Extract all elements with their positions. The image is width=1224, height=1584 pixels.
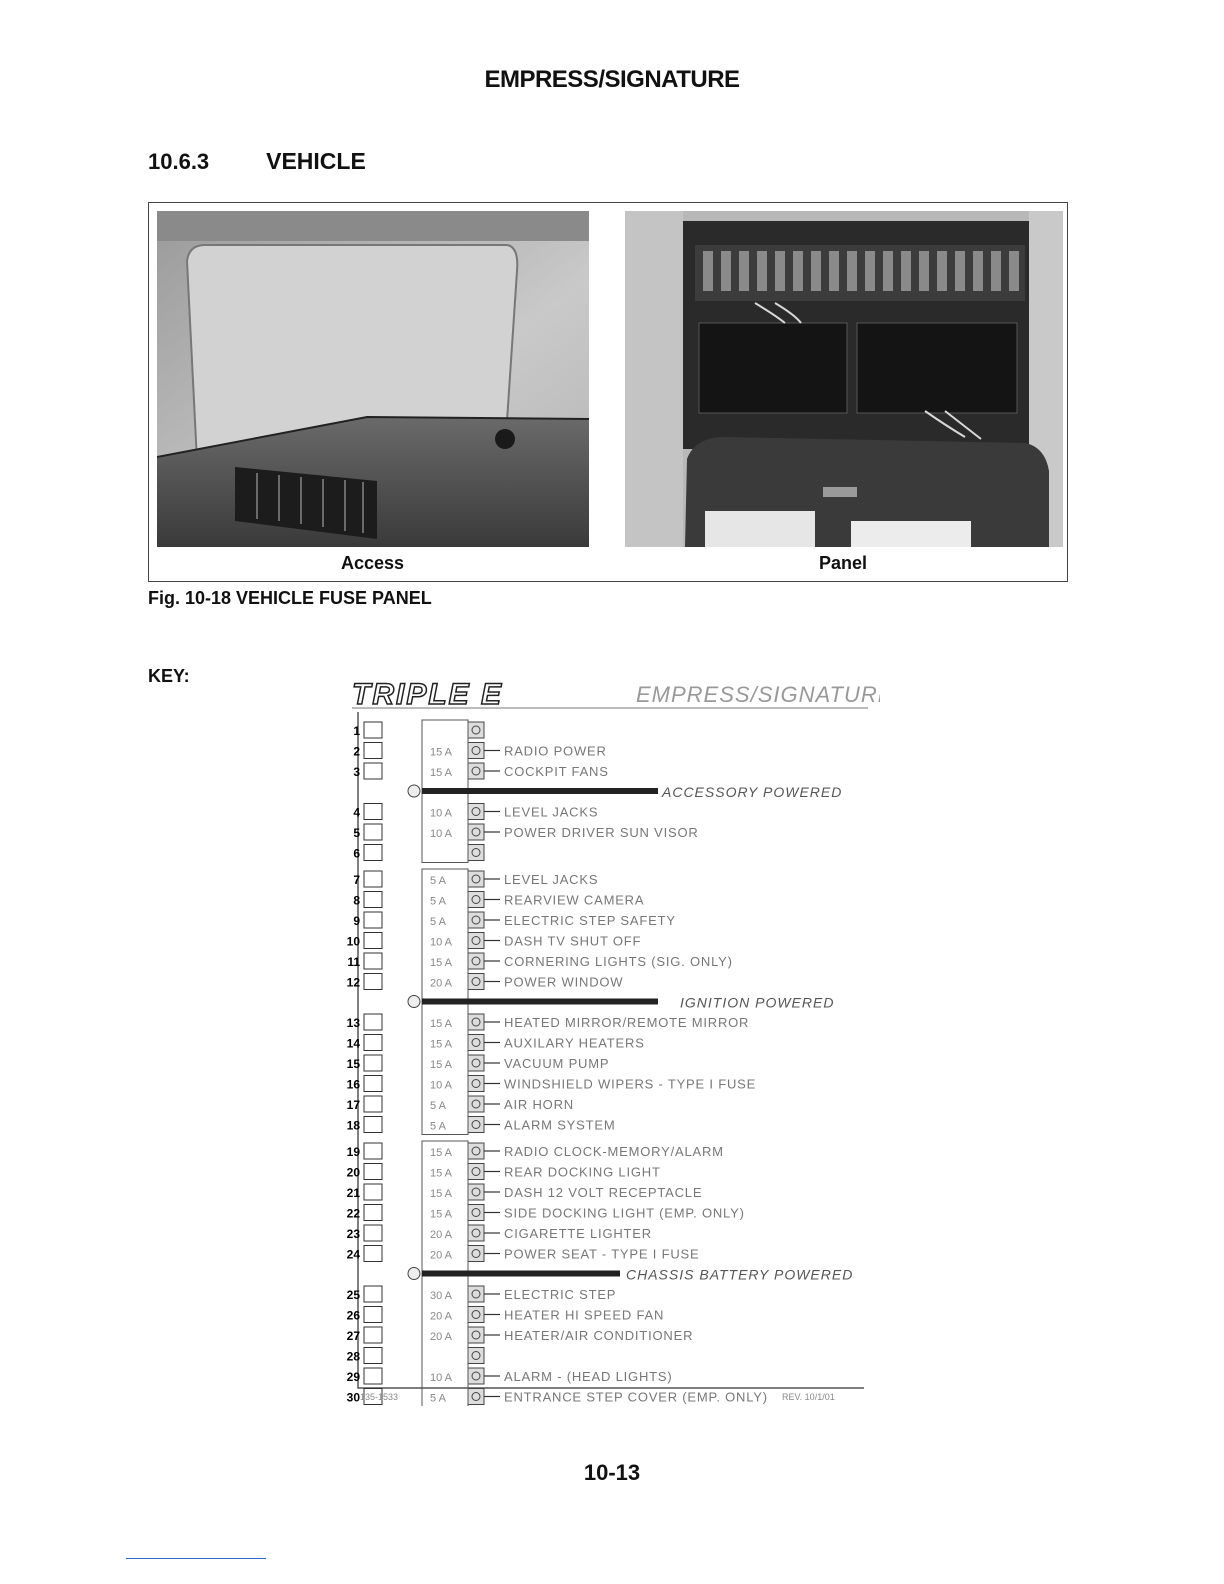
terminal-icon (468, 763, 484, 779)
key-label: KEY: (148, 666, 190, 686)
fuse-amperage: 5 A (430, 895, 446, 908)
terminal-icon (468, 845, 484, 861)
bus-stud-icon (408, 785, 420, 797)
terminal-icon (468, 1014, 484, 1030)
fuse-slot (364, 871, 382, 887)
fuse-diagram-svg (340, 676, 880, 1406)
terminal-icon (468, 824, 484, 840)
fuse-amperage: 10 A (430, 936, 453, 949)
fuse-amperage: 15 A (430, 1018, 453, 1030)
fuse-label: VACUUM PUMP (504, 1056, 610, 1071)
fuse-slot (364, 1327, 382, 1343)
fuse-amperage: 15 A (430, 1059, 453, 1071)
fuse-amperage: 5 A (430, 1120, 446, 1133)
fuse-number: 10 (346, 934, 360, 949)
fuse-number: 9 (353, 914, 360, 928)
fuse-number: 5 (353, 826, 360, 840)
fuse-label: ELECTRIC STEP SAFETY (504, 913, 676, 928)
fuse-label: WINDSHIELD WIPERS - TYPE I FUSE (504, 1076, 757, 1092)
section-title: VEHICLE (266, 148, 366, 174)
fuse-row (347, 1014, 750, 1030)
chassis-bus-label: CHASSIS BATTERY POWERED (626, 1266, 854, 1283)
terminal-icon (468, 1205, 484, 1221)
section-number: 10.6.3 (148, 149, 210, 174)
fuse-label: ALARM SYSTEM (504, 1117, 616, 1133)
fuse-row (347, 953, 732, 969)
fuse-amperage: 15 A (430, 957, 453, 969)
fuse-number: 18 (346, 1118, 360, 1133)
fuse-amperage: 20 A (430, 1310, 453, 1323)
fuse-slot (364, 1286, 382, 1302)
terminal-icon (468, 1096, 484, 1112)
figure-caption: Fig. 10-18 VEHICLE FUSE PANEL (148, 588, 432, 608)
fuse-number: 26 (346, 1308, 360, 1323)
terminal-icon (468, 1117, 484, 1133)
fuse-number: 17 (346, 1098, 360, 1112)
ignition-bus-bar (422, 999, 658, 1005)
fuse-slot (364, 1096, 382, 1112)
fuse-slot (364, 1184, 382, 1200)
fuse-number: 24 (346, 1247, 360, 1262)
part-number: 135-1533 (360, 1392, 399, 1402)
fuse-row (347, 1225, 652, 1241)
fuse-number: 12 (346, 975, 360, 990)
fuse-amperage: 5 A (430, 1100, 446, 1112)
fuse-row (347, 1307, 665, 1323)
triple-e-logo: TRIPLE E (352, 678, 504, 711)
fuse-slot (364, 1368, 382, 1384)
fuse-slot (364, 892, 382, 908)
fuse-number: 25 (346, 1288, 360, 1302)
fuse-diagram (340, 676, 880, 1406)
access-photo (157, 211, 589, 547)
fuse-number: 8 (353, 893, 360, 908)
fuse-amperage: 5 A (430, 1392, 446, 1405)
fuse-number: 3 (353, 765, 360, 779)
fuse-row (353, 824, 698, 840)
fuse-amperage: 15 A (430, 746, 453, 759)
access-caption: Access (341, 553, 405, 573)
fuse-label: AUXILARY HEATERS (504, 1035, 645, 1051)
diagram-title: EMPRESS/SIGNATURE (636, 682, 880, 707)
fuse-label: HEATED MIRROR/REMOTE MIRROR (504, 1015, 750, 1030)
fuse-number: 19 (346, 1145, 360, 1159)
fuse-amperage: 20 A (430, 1331, 453, 1343)
fuse-row (347, 933, 642, 949)
accessory-bus-bar (422, 788, 658, 794)
fuse-slot (364, 933, 382, 949)
fuse-number: 21 (346, 1186, 360, 1200)
fuse-label: REARVIEW CAMERA (504, 892, 645, 908)
footer-rule (126, 1558, 266, 1559)
fuse-row (353, 722, 484, 738)
fuse-slot (364, 763, 382, 779)
terminal-icon (468, 1246, 484, 1262)
fuse-number: 7 (353, 873, 360, 887)
fuse-number: 20 (346, 1165, 360, 1180)
panel-caption: Panel (819, 553, 868, 573)
fuse-slot (364, 1307, 382, 1323)
chassis-bus-bar (422, 1271, 620, 1277)
fuse-label: CORNERING LIGHTS (SIG. ONLY) (504, 954, 733, 969)
fuse-label: POWER DRIVER SUN VISOR (504, 825, 699, 840)
fuse-slot (364, 1348, 382, 1364)
fuse-slot (364, 1076, 382, 1092)
fuse-row (353, 912, 675, 928)
terminal-icon (468, 743, 484, 759)
fuse-row (353, 763, 608, 779)
fuse-number: 13 (346, 1016, 360, 1030)
fuse-row (353, 845, 484, 861)
terminal-icon (468, 892, 484, 908)
fuse-label: ENTRANCE STEP COVER (EMP. ONLY) (504, 1389, 768, 1405)
fuse-row (347, 1164, 661, 1180)
fuse-slot (364, 1225, 382, 1241)
fuse-label: REAR DOCKING LIGHT (504, 1164, 661, 1180)
fuse-slot (364, 1055, 382, 1071)
fuse-amperage: 15 A (430, 1038, 453, 1051)
fuse-slot (364, 1117, 382, 1133)
fuse-row (347, 1205, 745, 1221)
fuse-label: RADIO CLOCK-MEMORY/ALARM (504, 1144, 724, 1159)
terminal-icon (468, 871, 484, 887)
fuse-slot (364, 722, 382, 738)
fuse-amperage: 5 A (430, 916, 446, 928)
fuse-amperage: 15 A (430, 1208, 453, 1221)
fuse-amperage: 20 A (430, 1229, 453, 1241)
fuse-number: 28 (346, 1349, 360, 1364)
ignition-bus-label: IGNITION POWERED (680, 994, 835, 1011)
fuse-row (347, 974, 624, 990)
fuse-number: 11 (347, 955, 360, 969)
terminal-icon (468, 974, 484, 990)
fuse-number: 23 (346, 1227, 360, 1241)
fuse-amperage: 10 A (430, 1079, 453, 1092)
fuse-slot (364, 1205, 382, 1221)
fuse-row (347, 1389, 768, 1405)
fuse-row (347, 1368, 673, 1384)
terminal-icon (468, 933, 484, 949)
fuse-number: 30 (346, 1390, 360, 1405)
fuse-slot (364, 804, 382, 820)
fuse-slot (364, 974, 382, 990)
fuse-slot (364, 824, 382, 840)
fuse-amperage: 10 A (430, 1372, 453, 1384)
fuse-amperage: 20 A (430, 1249, 453, 1262)
fuse-slot (364, 1143, 382, 1159)
terminal-icon (468, 1348, 484, 1364)
fuse-amperage: 5 A (430, 875, 446, 887)
terminal-icon (468, 912, 484, 928)
terminal-icon (468, 1076, 484, 1092)
fuse-label: COCKPIT FANS (504, 764, 609, 779)
fuse-slot (364, 912, 382, 928)
fuse-amperage: 10 A (430, 828, 453, 840)
fuse-number: 27 (346, 1329, 360, 1343)
page-number: 10-13 (583, 1460, 641, 1485)
page-header: EMPRESS/SIGNATURE (484, 66, 740, 93)
fuse-row (347, 1117, 616, 1133)
fuse-slot (364, 1035, 382, 1051)
fuse-label: AIR HORN (504, 1097, 574, 1112)
fuse-label: LEVEL JACKS (504, 804, 599, 820)
fuse-label: SIDE DOCKING LIGHT (EMP. ONLY) (504, 1205, 745, 1221)
fuse-number: 15 (346, 1057, 360, 1071)
terminal-icon (468, 1327, 484, 1343)
fuse-row (347, 1035, 645, 1051)
terminal-icon (468, 1286, 484, 1302)
fuse-label: DASH TV SHUT OFF (504, 933, 642, 949)
fuse-number: 6 (353, 846, 360, 861)
section-heading (148, 148, 366, 175)
fuse-label: ALARM - (HEAD LIGHTS) (504, 1369, 673, 1384)
bus-stud-icon (408, 1268, 420, 1280)
fuse-row (353, 892, 644, 908)
fuse-amperage: 15 A (430, 1147, 453, 1159)
fuse-number: 29 (346, 1370, 360, 1384)
fuse-label: ELECTRIC STEP (504, 1287, 617, 1302)
fuse-amperage: 10 A (430, 807, 453, 820)
fuse-row (347, 1096, 574, 1112)
terminal-icon (468, 1389, 484, 1405)
fuse-row (353, 871, 598, 887)
fuse-number: 2 (353, 744, 360, 759)
accessory-bus-label: ACCESSORY POWERED (662, 784, 843, 800)
terminal-icon (468, 953, 484, 969)
fuse-number: 16 (346, 1077, 360, 1092)
terminal-icon (468, 1143, 484, 1159)
fuse-slot (364, 743, 382, 759)
fuse-amperage: 15 A (430, 767, 453, 779)
terminal-icon (468, 1184, 484, 1200)
panel-photo (625, 211, 1063, 547)
fuse-row (347, 1246, 700, 1262)
fuse-label: CIGARETTE LIGHTER (504, 1226, 652, 1241)
fuse-row (353, 804, 598, 820)
fuse-row (347, 1076, 756, 1092)
bus-stud-icon (408, 996, 420, 1008)
fuse-label: HEATER HI SPEED FAN (504, 1307, 665, 1323)
fuse-label: DASH 12 VOLT RECEPTACLE (504, 1185, 703, 1200)
terminal-icon (468, 804, 484, 820)
revision-note: REV. 10/1/01 (782, 1392, 835, 1402)
fuse-amperage: 15 A (430, 1188, 453, 1200)
fuse-label: POWER WINDOW (504, 974, 624, 990)
fuse-number: 1 (353, 724, 360, 738)
fuse-slot (364, 1014, 382, 1030)
fuse-label: HEATER/AIR CONDITIONER (504, 1328, 694, 1343)
fuse-slot (364, 845, 382, 861)
fuse-number: 22 (346, 1206, 360, 1221)
terminal-icon (468, 1368, 484, 1384)
fuse-number: 4 (353, 805, 360, 820)
fuse-label: POWER SEAT - TYPE I FUSE (504, 1246, 700, 1262)
terminal-icon (468, 722, 484, 738)
terminal-icon (468, 1035, 484, 1051)
terminal-icon (468, 1225, 484, 1241)
fuse-amperage: 30 A (430, 1290, 453, 1302)
terminal-icon (468, 1164, 484, 1180)
fuse-label: RADIO POWER (504, 743, 607, 759)
fuse-row (347, 1055, 610, 1071)
fuse-row (353, 743, 606, 759)
fuse-row (347, 1327, 694, 1343)
fuse-row (347, 1286, 617, 1302)
figure-frame (148, 202, 1068, 582)
terminal-icon (468, 1307, 484, 1323)
fuse-row (347, 1348, 484, 1364)
fuse-label: LEVEL JACKS (504, 872, 599, 887)
fuse-slot (364, 1246, 382, 1262)
terminal-icon (468, 1055, 484, 1071)
fuse-amperage: 15 A (430, 1167, 453, 1180)
fuse-slot (364, 1164, 382, 1180)
fuse-number: 14 (346, 1036, 360, 1051)
fuse-amperage: 20 A (430, 977, 453, 990)
fuse-row (347, 1143, 724, 1159)
fuse-slot (364, 953, 382, 969)
fuse-row (347, 1184, 703, 1200)
